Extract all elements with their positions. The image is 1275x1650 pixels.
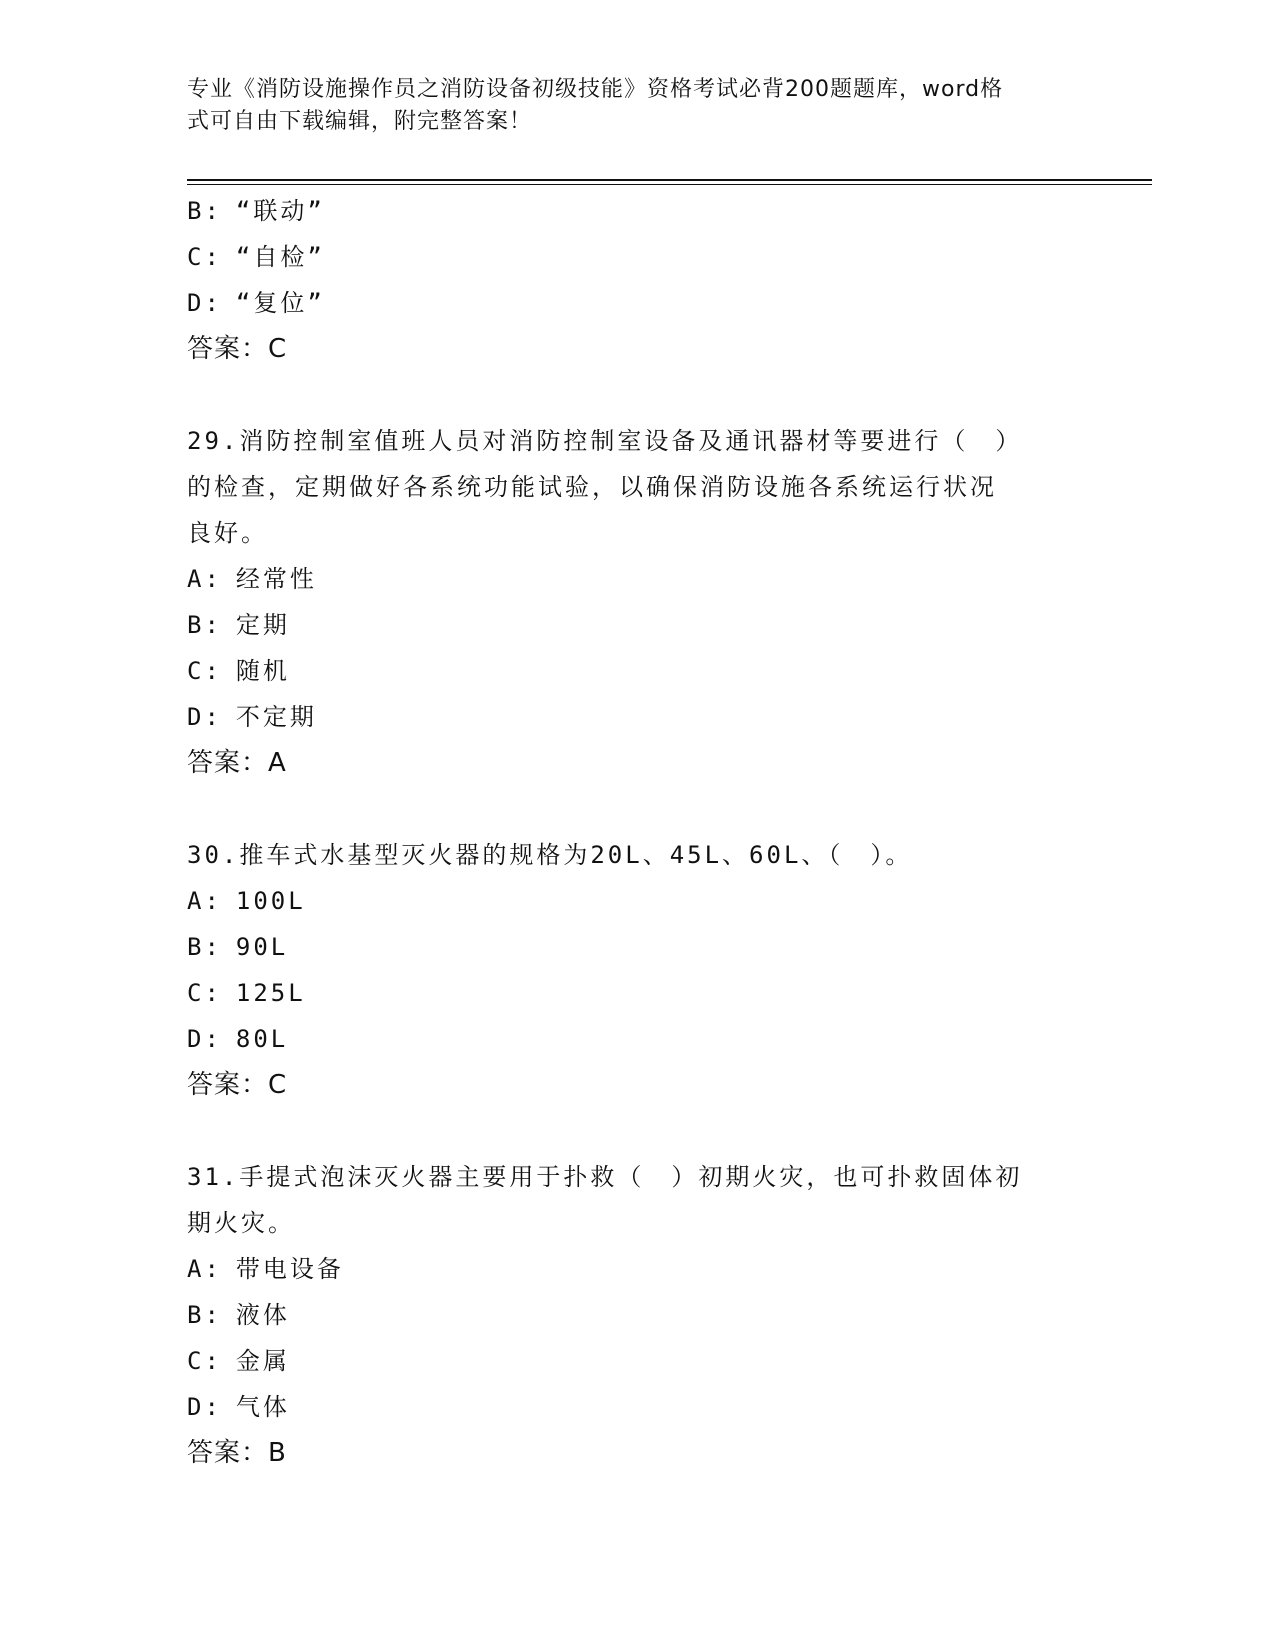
document-header xyxy=(187,74,1067,138)
question-stem-line: 31.手提式泡沫灭火器主要用于扑救（ ）初期火灾，也可扑救固体初 xyxy=(187,1163,1023,1191)
header-line-2: 式可自由下载编辑，附完整答案！ xyxy=(187,109,533,134)
option-a xyxy=(187,556,1087,602)
option-key: C: xyxy=(187,657,222,685)
question-stem-line: 期火灾。 xyxy=(187,1209,295,1237)
option-key: D: xyxy=(187,1393,222,1421)
option-text: 经常性 xyxy=(235,565,317,593)
option-text: 90L xyxy=(235,933,289,961)
question-29 xyxy=(187,418,1087,786)
option-d xyxy=(187,280,1087,326)
option-text: 带电设备 xyxy=(235,1255,344,1283)
option-text: “自检” xyxy=(235,243,325,271)
option-key: B: xyxy=(187,197,222,225)
option-key: C: xyxy=(187,979,222,1007)
option-text: “复位” xyxy=(235,289,325,317)
question-31 xyxy=(187,1154,1087,1476)
option-key: D: xyxy=(187,1025,222,1053)
header-divider-thick xyxy=(187,179,1152,181)
option-text: 气体 xyxy=(235,1393,290,1421)
option-key: A: xyxy=(187,565,222,593)
option-text: 定期 xyxy=(235,611,290,639)
option-key: A: xyxy=(187,887,222,915)
answer-label: 答案： xyxy=(187,334,269,364)
option-key: A: xyxy=(187,1255,222,1283)
option-a xyxy=(187,1246,1087,1292)
option-d xyxy=(187,694,1087,740)
question-stem-line: 的检查，定期做好各系统功能试验，以确保消防设施各系统运行状况 xyxy=(187,473,997,501)
option-b xyxy=(187,188,1087,234)
option-key: C: xyxy=(187,1347,222,1375)
option-text: 100L xyxy=(235,887,306,915)
option-b xyxy=(187,602,1087,648)
option-key: B: xyxy=(187,933,222,961)
option-text: 液体 xyxy=(235,1301,290,1329)
option-text: “联动” xyxy=(235,197,325,225)
spacer xyxy=(187,372,1087,418)
answer-line xyxy=(187,740,1087,786)
header-divider-thin xyxy=(187,184,1152,185)
answer-label: 答案： xyxy=(187,748,269,778)
option-key: B: xyxy=(187,1301,222,1329)
answer-value: C xyxy=(268,1070,288,1100)
option-key: C: xyxy=(187,243,222,271)
question-prev xyxy=(187,188,1087,372)
question-30 xyxy=(187,832,1087,1108)
question-stem-line: 30.推车式水基型灭火器的规格为20L、45L、60L、（ ）。 xyxy=(187,841,913,869)
answer-value: A xyxy=(268,748,287,778)
option-b xyxy=(187,924,1087,970)
option-key: B: xyxy=(187,611,222,639)
option-d xyxy=(187,1384,1087,1430)
answer-label: 答案： xyxy=(187,1070,269,1100)
option-a xyxy=(187,878,1087,924)
answer-value: B xyxy=(268,1438,287,1468)
option-c xyxy=(187,234,1087,280)
option-b xyxy=(187,1292,1087,1338)
spacer xyxy=(187,1108,1087,1154)
option-c xyxy=(187,970,1087,1016)
option-key: D: xyxy=(187,289,222,317)
question-stem-line: 29.消防控制室值班人员对消防控制室设备及通讯器材等要进行（ ） xyxy=(187,427,1023,455)
option-c xyxy=(187,1338,1087,1384)
option-text: 随机 xyxy=(235,657,290,685)
answer-line xyxy=(187,326,1087,372)
answer-value: C xyxy=(268,334,288,364)
option-text: 金属 xyxy=(235,1347,290,1375)
option-c xyxy=(187,648,1087,694)
question-list xyxy=(187,188,1087,1476)
answer-line xyxy=(187,1430,1087,1476)
answer-label: 答案： xyxy=(187,1438,269,1468)
option-text: 80L xyxy=(235,1025,289,1053)
answer-line xyxy=(187,1062,1087,1108)
option-d xyxy=(187,1016,1087,1062)
option-text: 不定期 xyxy=(235,703,317,731)
option-text: 125L xyxy=(235,979,306,1007)
question-stem-line: 良好。 xyxy=(187,519,268,547)
option-key: D: xyxy=(187,703,222,731)
header-line-1: 专业《消防设施操作员之消防设备初级技能》资格考试必背200题题库，word格 xyxy=(187,77,1004,102)
spacer xyxy=(187,786,1087,832)
